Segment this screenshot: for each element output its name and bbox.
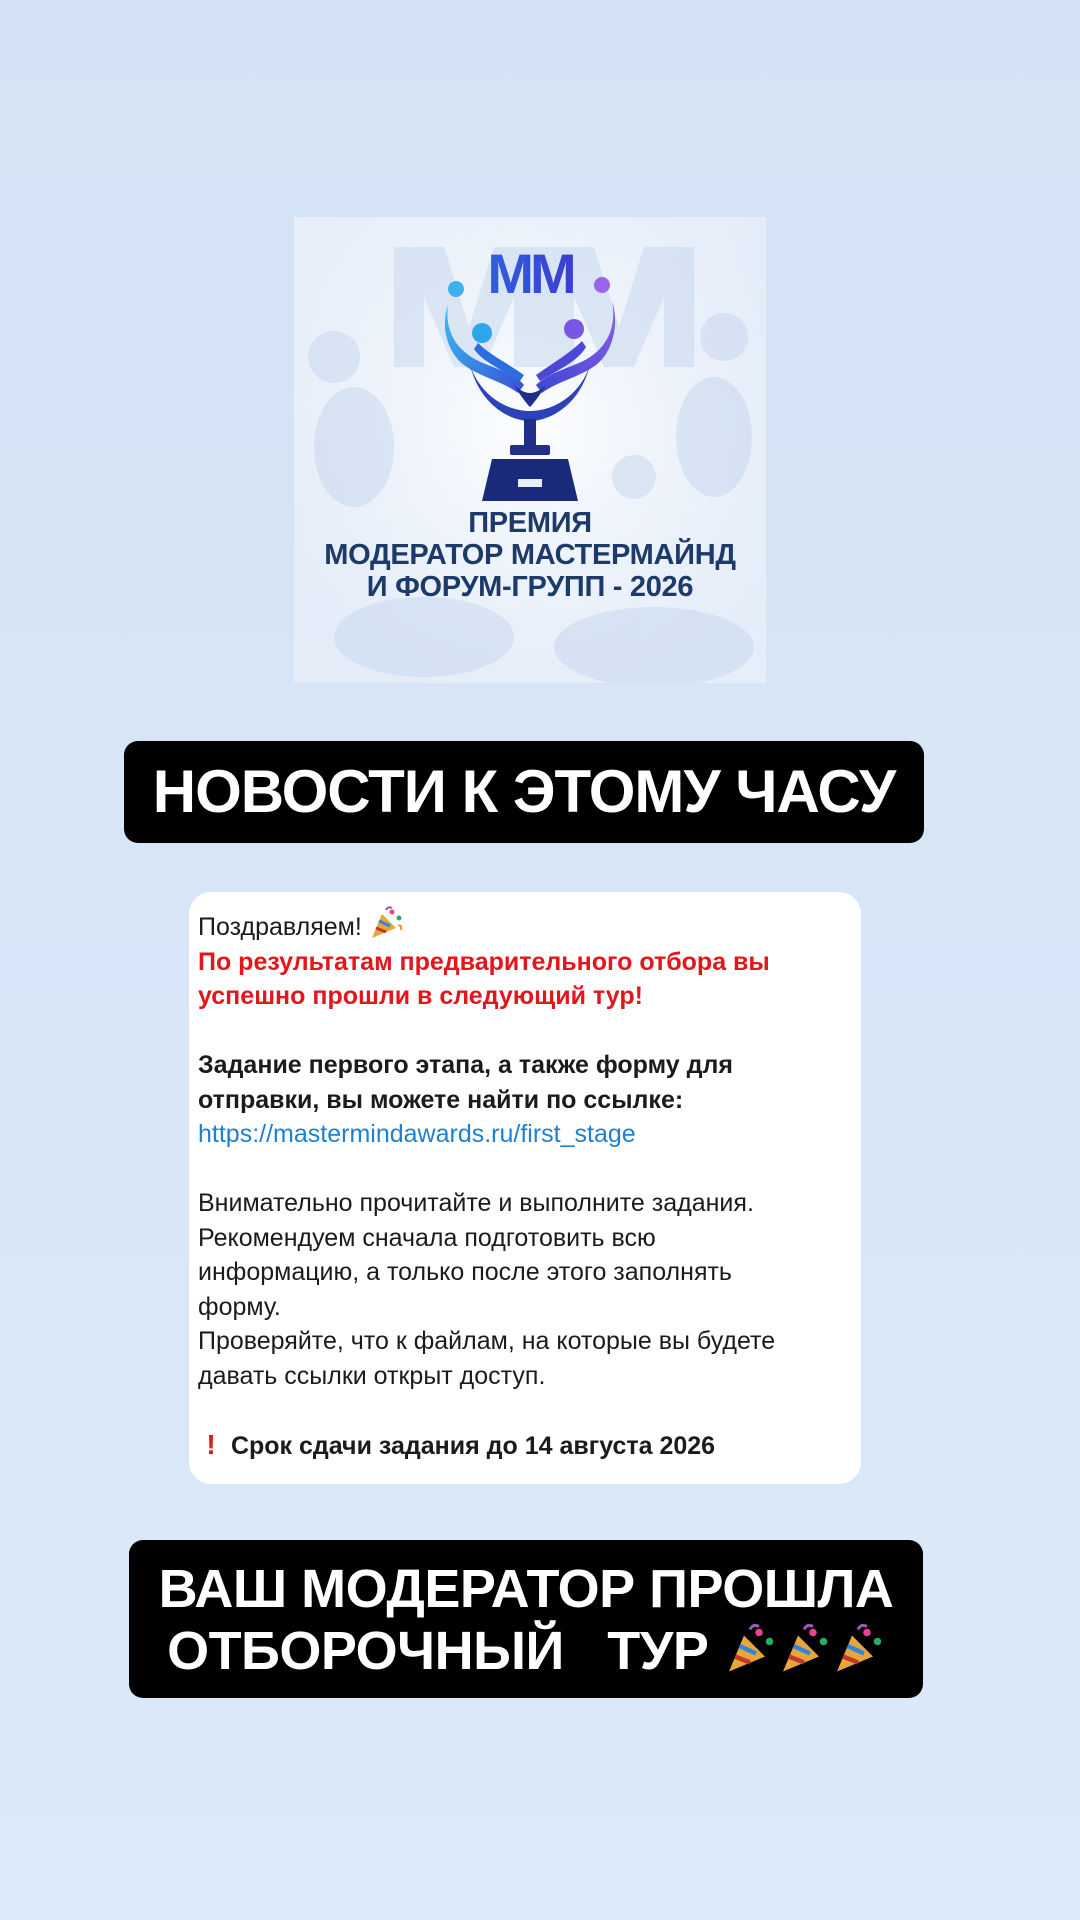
spacer — [198, 1393, 851, 1428]
greeting-line — [198, 906, 851, 945]
award-title-line1: ПРЕМИЯ — [468, 507, 592, 539]
message-card — [189, 892, 861, 1484]
trophy-emblem-icon — [440, 235, 620, 507]
result-line-1: По результатам предварительного отбора вы — [198, 947, 770, 976]
passed-banner-line2: ОТБОРОЧНЫЙ ТУР — [167, 1621, 709, 1681]
task-line-1: Задание первого этапа, а также форму для — [198, 1051, 733, 1079]
spacer — [198, 1152, 851, 1187]
party-popper-icon — [723, 1623, 777, 1675]
exclamation-icon: ! — [206, 1428, 216, 1460]
deadline-text: Срок сдачи задания до 14 августа 2026 — [230, 1431, 716, 1460]
award-logo-card — [294, 217, 766, 683]
spacer — [198, 1014, 851, 1049]
task-line-2: отправки, вы можете найти по ссылке: — [198, 1085, 684, 1114]
body-line-1: Внимательно прочитайте и выполните задания. — [198, 1189, 754, 1217]
passed-banner-line2-row — [129, 1620, 923, 1688]
first-stage-link[interactable]: https://mastermindawards.ru/first_stage — [198, 1120, 636, 1148]
party-popper-icon — [777, 1623, 831, 1675]
news-banner-text: НОВОСТИ К ЭТОМУ ЧАСУ — [152, 758, 896, 825]
body-line-3: информацию, а только после этого заполнять — [198, 1258, 732, 1286]
award-title-line3: И ФОРУМ-ГРУПП - 2026 — [366, 571, 694, 603]
body-line-6: давать ссылки открыт доступ. — [198, 1361, 546, 1390]
greeting-text: Поздравляем! — [198, 913, 362, 941]
award-title — [294, 507, 766, 603]
svg-text:MM: MM — [487, 242, 573, 305]
body-line-5: Проверяйте, что к файлам, на которые вы будете — [198, 1327, 776, 1355]
party-popper-icon — [831, 1623, 885, 1675]
passed-banner — [129, 1540, 923, 1698]
body-line-4: форму. — [198, 1292, 281, 1321]
deadline-line — [198, 1428, 851, 1464]
body-line-2: Рекомендуем сначала подготовить всю — [198, 1223, 656, 1252]
passed-banner-line1: ВАШ МОДЕРАТОР ПРОШЛА — [158, 1559, 894, 1619]
news-banner — [124, 741, 924, 843]
party-popper-icon — [368, 906, 404, 940]
result-line-2: успешно прошли в следующий тур! — [198, 982, 643, 1010]
confetti-icons — [723, 1623, 885, 1688]
task-link-row — [198, 1117, 851, 1152]
award-title-line2: МОДЕРАТОР МАСТЕРМАЙНД — [324, 539, 736, 571]
